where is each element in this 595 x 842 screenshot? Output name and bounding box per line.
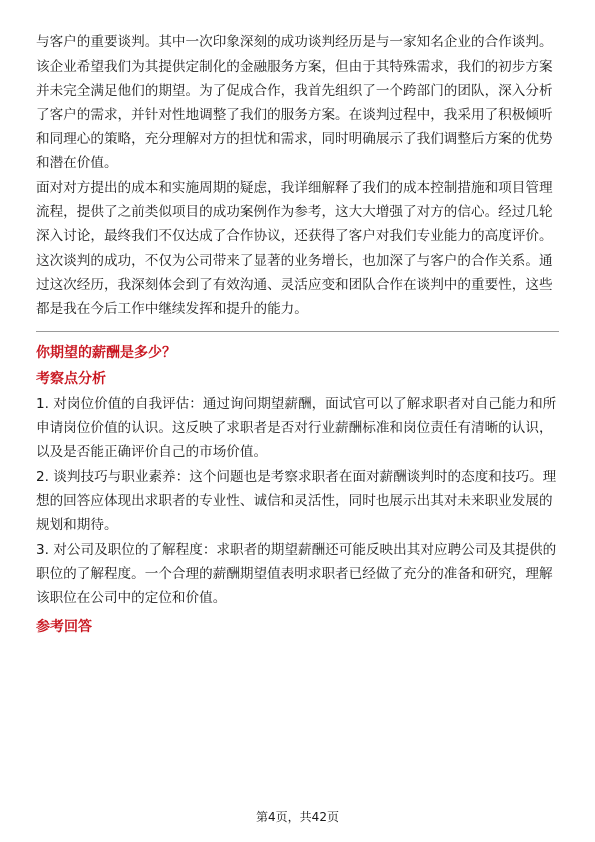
answer-heading: 参考回答 (36, 619, 92, 635)
analysis-heading: 考察点分析 (36, 371, 106, 387)
intro-paragraph: 这次谈判的成功，不仅为公司带来了显著的业务增长，也加深了与客户的合作关系。通过这次经历，我深刻体会到了有效沟通、灵活应变和团队合作在谈判中的重要性，这些都是我在今后工作中继续发挥和提升的能力。 (36, 253, 553, 317)
question-heading: 你期望的薪酬是多少？ (36, 345, 176, 361)
document-page (36, 30, 559, 640)
analysis-point: 3. 对公司及职位的了解程度：求职者的期望薪酬还可能反映出其对应聘公司及其提供的职位的了解程度。一个合理的薪酬期望值表明求职者已经做了充分的准备和研究，理解该职位在公司中的定位和价值。 (36, 542, 557, 606)
intro-paragraph: 面对对方提出的成本和实施周期的疑虑，我详细解释了我们的成本控制措施和项目管理流程，提供了之前类似项目的成功案例作为参考，这大大增强了对方的信心。经过几轮深入讨论，最终我们不仅达成了合作协议，还获得了客户对我们专业能力的高度评价。 (36, 180, 553, 244)
intro-paragraph: 与客户的重要谈判。其中一次印象深刻的成功谈判经历是与一家知名企业的合作谈判。 (36, 34, 553, 50)
page-number: 第4页，共42页 (256, 810, 339, 824)
intro-paragraph: 该企业希望我们为其提供定制化的金融服务方案，但由于其特殊需求，我们的初步方案并未完全满足他们的期望。为了促成合作，我首先组织了一个跨部门的团队，深入分析了客户的需求，并针对性地调整了我们的服务方案。在谈判过程中，我采用了积极倾听和同理心的策略，充分理解对方的担忧和需求，同时明确展示了我们调整后方案的优势和潜在价值。 (36, 59, 553, 171)
analysis-point: 1. 对岗位价值的自我评估：通过询问期望薪酬，面试官可以了解求职者对自己能力和所申请岗位价值的认识。这反映了求职者是否对行业薪酬标准和岗位责任有清晰的认识，以及是否能正确评价自己的市场价值。 (36, 396, 557, 460)
section-divider (36, 331, 559, 332)
analysis-point: 2. 谈判技巧与职业素养：这个问题也是考察求职者在面对薪酬谈判时的态度和技巧。理想的回答应体现出求职者的专业性、诚信和灵活性，同时也展示出其对未来职业发展的规划和期待。 (36, 469, 557, 533)
